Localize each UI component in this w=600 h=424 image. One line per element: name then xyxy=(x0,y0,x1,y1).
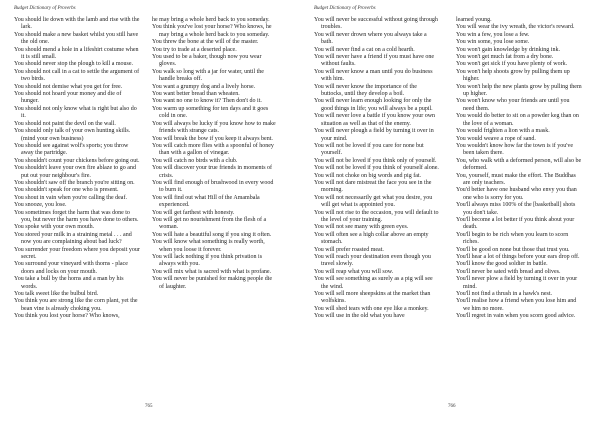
proverb-entry: You will never find a cat on a cold hearth. xyxy=(314,46,415,53)
proverb-entry: You'll never plow a field by turning it over in your mind. xyxy=(456,276,578,290)
proverb-entry: You will sell more sheepskins at the market than wolfskins. xyxy=(314,291,431,305)
proverb-entry: You win a few, you lose a few. xyxy=(456,31,530,38)
proverb-entry: You shouldn't saw off the branch you're sitting on. xyxy=(14,179,135,186)
proverb-entry: You will shed tears with one eye like a monkey. xyxy=(314,305,429,312)
proverb-entry: You'll regret in vain when you scorn good advice. xyxy=(456,313,576,320)
proverb-entry: You should not call in a cat to settle the argument of two birds. xyxy=(14,68,140,83)
proverb-entry: You sometimes forget the harm that was done to you, but never the harm you have done to others. xyxy=(14,209,139,223)
proverb-entry: You will use in the old what you have xyxy=(314,313,405,320)
proverb-entry: You surrender your freedom where you deposit your secret. xyxy=(14,246,140,260)
proverb-entry: You walk so long with a jar for water, until the handle breaks off. xyxy=(152,68,264,83)
proverb-entry: You try to trade at a deserted place. xyxy=(152,46,237,53)
proverb-entry: You will never know the importance of the buttocks, until they develop a boil. xyxy=(314,83,417,98)
proverb-entry: You should not demise what you get for free. xyxy=(14,83,123,90)
proverb-entry: You won't get sick if you have plenty of work. xyxy=(456,61,568,68)
proverb-entry: You should not hoard your money and die of hunger. xyxy=(14,91,122,105)
proverb-entry: You shouldn't leave your own fire ablaze to go and put out your neighbour's fire. xyxy=(14,165,136,179)
proverb-entry: You'll realise how a friend when you lose him and we him no more. xyxy=(456,298,577,312)
proverb-entry: You would do better to sit on a powder keg than on the love of a woman. xyxy=(456,113,579,127)
proverb-entry: You will not necessarily get what you desire, you will get what is appointed you. xyxy=(314,194,433,209)
proverb-entry: You want a grumpy dog and a lively horse. xyxy=(152,83,256,90)
proverb-entry: You won't get much fat from a dry bone. xyxy=(456,54,554,61)
proverb-entry: You will never love a battle if you know your own situation as well as that of the enemy. xyxy=(314,113,436,127)
proverb-entry: You won't know who your friends are until you need them. xyxy=(456,98,570,112)
proverb-entry: You would frighten a lion with a mask. xyxy=(456,128,550,135)
proverb-entry: You should make a new basket whilst you still have the old one. xyxy=(14,31,139,46)
proverb-entry: You will get no nourishment from the flesh of a woman. xyxy=(152,216,267,231)
proverb-entry: You won't gain knowledge by drinking ink. xyxy=(456,46,560,53)
proverb-entry: You'll begin to be rich when you learn to scorn riches. xyxy=(456,231,569,246)
proverb-entry: You will wear the ivy wreath, the victor's reward. xyxy=(456,24,575,31)
proverb-entry: You will often see a high collar above an empty stomach. xyxy=(314,231,429,246)
proverb-entry: You won't help the new plants grow by pulling them up higher. xyxy=(456,83,582,98)
proverb-entry: You will never know a man until you do business with him. xyxy=(314,68,433,83)
proverb-entry: You will not choke on big words and pig fat. xyxy=(314,172,422,179)
proverb-entry: learned young. xyxy=(456,17,492,23)
proverb-entry: You will mix what is sacred with what is profane. xyxy=(152,268,272,275)
proverb-entry: You will not dare mistreat the face you see in the morning. xyxy=(314,179,432,194)
proverb-entry: You will not be loved if you care for none but yourself. xyxy=(314,142,424,157)
proverb-entry: You will not be loved if you think only of yourself. xyxy=(314,157,437,164)
proverb-entry: You shouldn't count your chickens before going out. xyxy=(14,157,140,164)
proverb-entry: You will discover your true friends in moments of crisis. xyxy=(152,165,273,179)
proverb-entry: You should never stop the plough to kill a mouse. xyxy=(14,61,134,68)
proverb-entry: You will prefer roasted meat. xyxy=(314,246,384,253)
proverb-entry: You will lack nothing if you think privation is always with you. xyxy=(152,254,263,268)
proverb-entry: You will not rise to the occasion, you will default to the level of your training. xyxy=(314,209,439,223)
proverb-entry: You won't help shoots grow by pulling them up higher. xyxy=(456,68,570,83)
proverb-entry: You threw the bone at the will of the master. xyxy=(152,39,259,46)
proverb-entry: You spoke with your own mouth. xyxy=(14,224,95,231)
proverb-entry: You will hate a beautiful song if you sing it often. xyxy=(152,231,272,238)
left-page-column-2 xyxy=(152,17,278,291)
proverb-entry: You snooze, you lose. xyxy=(14,202,67,209)
proverb-entry: You should only talk of your own hunting skills. (mind your own business) xyxy=(14,128,131,142)
right-page xyxy=(300,0,600,424)
proverb-entry: You talk sweet like the bulbul bird. xyxy=(14,291,99,298)
proverb-entry: You, who walk with a deformed person, will also be deformed. xyxy=(456,157,582,172)
proverb-entry: You'll not find a thrush in a hawk's nest. xyxy=(456,291,553,298)
proverb-entry: You win some, you lose some. xyxy=(456,39,530,46)
proverb-entry: You, yourself, must make the effort. The Buddhas are only teachers. xyxy=(456,172,576,186)
proverb-entry: You will never plough a field by turning it over in your mind. xyxy=(314,128,434,142)
proverb-entry: You think you are strong like the corn plant, yet the bean vine is already choking you. xyxy=(14,298,138,312)
proverb-entry: You will know what something is really worth, when you loose it forever. xyxy=(152,239,265,253)
proverb-entry: You'll always miss 100% of the [basketball] shots you don't take. xyxy=(456,202,576,216)
proverb-entry: You'll become a lot better if you think about your death. xyxy=(456,216,575,231)
proverb-entry: You should lie down with the lamb and rise with the lark. xyxy=(14,17,140,31)
proverb-entry: You will find out what Hill of the Amambala experienced. xyxy=(152,194,260,209)
proverb-entry: You will find enough of brushwood in every wood to burn it. xyxy=(152,179,274,194)
proverb-entry: You should see against wolf's sports; you throw away the partridge. xyxy=(14,142,129,157)
proverb-entry: You'll know the good soldier in battle. xyxy=(456,261,548,268)
proverb-entry: You stored your milk in a straining metal . . . and now you are complaining about bad luck? xyxy=(14,231,132,246)
proverb-entry: You will catch no birds with a club. xyxy=(152,157,238,164)
proverb-entry: You think you lost your horse? Who knows, xyxy=(14,313,120,320)
proverb-entry: You take a bull by the horns and a man by his words. xyxy=(14,276,124,290)
proverb-entry: You'll be good on none but those that trust you. xyxy=(456,246,570,253)
proverb-entry: he may bring a whole herd back to you someday. xyxy=(152,17,270,23)
proverb-entry: You used to be a baker, though now you wear gloves. xyxy=(152,54,262,68)
proverb-entry: You will always be lucky if you know how to make friends with strange cats. xyxy=(152,120,276,135)
proverb-entry: You will reap what you will sow. xyxy=(314,268,394,275)
proverb-entry: You wouldn't know how far the town is if you've been taken there. xyxy=(456,142,574,157)
page-number: 766 xyxy=(448,404,456,409)
proverb-entry: You should not paint the devil on the wall. xyxy=(14,120,116,127)
proverb-entry: You will never drown where you always take a bath. xyxy=(314,31,427,46)
running-head: Budget Dictionary of Proverbs xyxy=(14,6,76,11)
proverb-entry: You think you've lost your horse? Who knows, he may bring a whole herd back to you someday. xyxy=(152,24,272,38)
proverb-entry: You will catch more flies with a spoonful of honey than with a gallon of vinegar. xyxy=(152,142,274,157)
proverb-entry: You will not see many with green eyes. xyxy=(314,224,409,231)
proverb-entry: You warm up something for ten days and it goes cold in one. xyxy=(152,105,269,120)
proverb-entry: You will never learn enough looking for only the good things in life; you will always be a pupil. xyxy=(314,98,433,112)
proverb-entry: You should not only know what is right but also do it. xyxy=(14,105,137,120)
proverb-entry: You'll never be sated with bread and olives. xyxy=(456,268,561,275)
running-head: Budget Dictionary of Proverbs xyxy=(314,6,376,11)
left-page-column-1 xyxy=(14,17,140,321)
proverb-entry: You will never have a friend if you must have one without faults. xyxy=(314,54,435,68)
proverb-entry: You will see something as surely as a pig will see the wind. xyxy=(314,276,433,290)
proverb-entry: You shouldn't speak for one who is present. xyxy=(14,187,119,194)
proverb-entry: You will never be successful without going through troubles. xyxy=(314,17,438,31)
proverb-entry: You will reach your destination even though you travel slowly. xyxy=(314,254,431,268)
right-page-column-1 xyxy=(314,17,440,321)
right-page-column-2 xyxy=(456,17,582,321)
proverb-entry: You'd better have one husband who envy you than one who is sorry for you. xyxy=(456,187,577,201)
proverb-entry: You will not be loved if you think of yourself alone. xyxy=(314,165,439,172)
proverb-entry: You should mend a hole in a lifeshirt costume when it is still small. xyxy=(14,46,139,61)
proverb-entry: You will break the bow if you keep it always bent. xyxy=(152,135,273,142)
proverb-entry: You will never be punished for making people die of laughter. xyxy=(152,276,273,290)
proverb-entry: You want no one to know it? Then don't do it. xyxy=(152,98,262,105)
page-number: 765 xyxy=(145,404,153,409)
proverb-entry: You want better bread than wheaten. xyxy=(152,91,240,98)
proverb-entry: You surround your vineyard with thorns - place doors and locks on your mouth. xyxy=(14,261,128,275)
proverb-entry: You will get farthest with honesty. xyxy=(152,209,235,216)
proverb-entry: You would weave a rope of sand. xyxy=(456,135,536,142)
proverb-entry: You shout in vain when you're calling the deaf. xyxy=(14,194,127,201)
proverb-entry: You'll hear a lot of things before your ears drop off. xyxy=(456,254,580,260)
